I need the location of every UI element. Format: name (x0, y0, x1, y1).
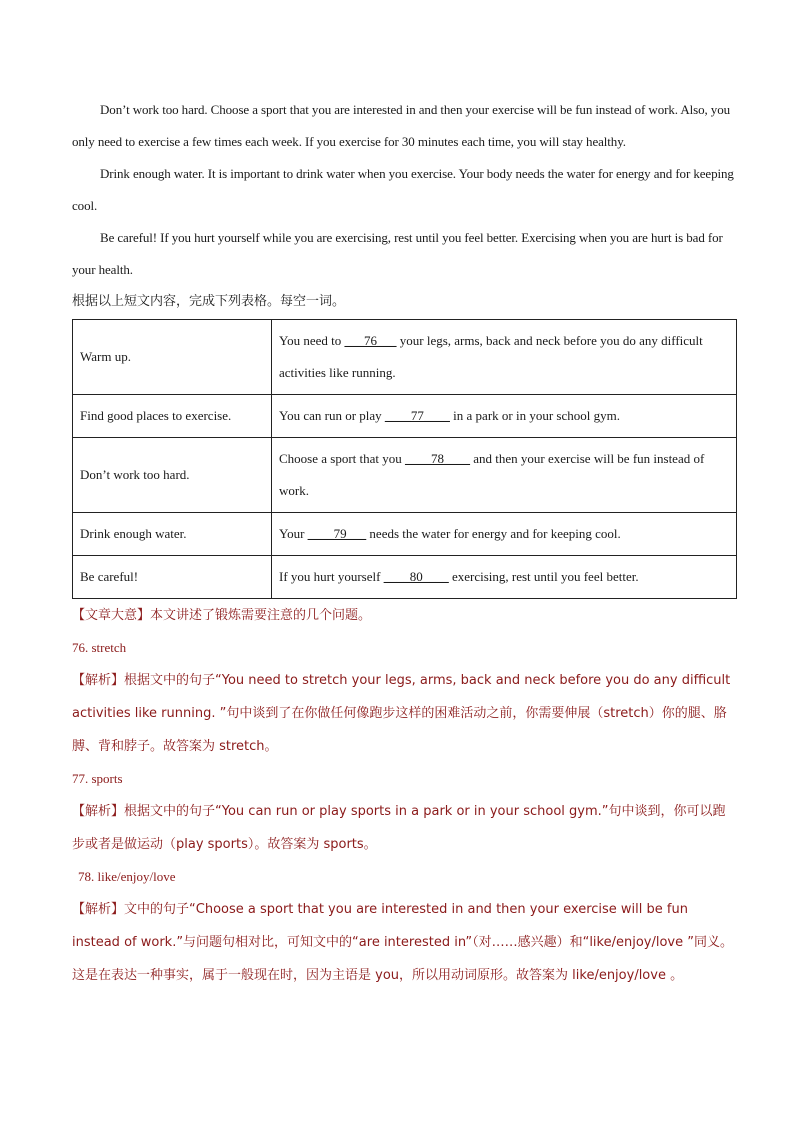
summary (72, 599, 736, 632)
cell-text: If you hurt yourself (279, 569, 384, 584)
explanation-78 (72, 893, 736, 992)
table-row (73, 513, 737, 556)
table-cell-left: Warm up. (73, 320, 272, 395)
table-cell-right (272, 320, 737, 395)
document-page (72, 94, 736, 992)
cell-text: exercising, rest until you feel better. (448, 569, 639, 584)
cell-text: You need to (279, 333, 345, 348)
table-row (73, 556, 737, 599)
table-cell-left: Be careful! (73, 556, 272, 599)
explanation-tag: 【解析】 (72, 804, 125, 819)
table-cell-left: Don’t work too hard. (73, 438, 272, 513)
table-cell-right (272, 438, 737, 513)
passage-paragraph: Don’t work too hard. Choose a sport that you are interested in and then your exercise will be fun instead of work. Also, you only need to exercise a few times each week. If you exercise for 30 minutes each time, you will stay healthy. (72, 102, 730, 149)
table-row (73, 438, 737, 513)
fill-blank: ____80____ (383, 569, 449, 584)
cell-text: You can run or play (279, 408, 385, 423)
explanation-76 (72, 664, 736, 763)
summary-text: 本文讲述了锻炼需要注意的几个问题。 (150, 608, 372, 623)
fill-blank: ____78____ (405, 451, 471, 466)
passage-paragraph: Be careful! If you hurt yourself while you are exercising, rest until you feel better. Exercising when you are hurt is bad for your health. (72, 230, 723, 277)
table-cell-left: Find good places to exercise. (73, 395, 272, 438)
answer-section (72, 599, 736, 992)
answer-table (72, 319, 737, 599)
table-row (73, 395, 737, 438)
cell-text: your legs, arms, back and neck before you do any difficult activities like running. (279, 333, 703, 380)
instruction: 根据以上短文内容，完成下列表格。每空一词。 (72, 294, 346, 309)
cell-text: in a park or in your school gym. (449, 408, 620, 423)
table-row (73, 320, 737, 395)
explanation-77 (72, 795, 736, 861)
table-cell-right (272, 395, 737, 438)
table-cell-left: Drink enough water. (73, 513, 272, 556)
passage-paragraph: Drink enough water. It is important to drink water when you exercise. Your body needs the water for energy and for keeping cool. (72, 166, 734, 213)
table-cell-right (272, 556, 737, 599)
answer-76-heading: 76. stretch (72, 640, 127, 655)
cell-text: needs the water for energy and for keeping cool. (366, 526, 621, 541)
fill-blank: ____77____ (384, 408, 450, 423)
summary-tag: 【文章大意】 (72, 608, 151, 623)
cell-text: Your (279, 526, 308, 541)
explanation-tag: 【解析】 (72, 673, 125, 688)
fill-blank: ___76___ (344, 333, 397, 348)
explanation-text: 文中的句子“Choose a sport that you are interested in and then your exercise will be fun instead of work.”与问题句相对比，可知文中的“are interested in”（对……感兴趣）和“like/enjoy/love ”同义。这是在表达一种事实，属于一般现在时，因为主语是 you，所以用动词原形。故答案为 like/enjoy/love 。 (72, 902, 733, 983)
cell-text: Choose a sport that you (279, 451, 406, 466)
explanation-text: 根据文中的句子“You can run or play sports in a park or in your school gym.”句中谈到，你可以跑步或者是做运动（play sports）。故答案为 sports。 (72, 804, 726, 852)
explanation-tag: 【解析】 (72, 902, 125, 917)
explanation-text: 根据文中的句子“You need to stretch your legs, arms, back and neck before you do any difficult activities like running. ”句中谈到了在你做任何像跑步这样的困难活动之前，你需要伸展（stretch）你的腿、胳膊、背和脖子。故答案为 stretch。 (72, 673, 731, 754)
fill-blank: ____79___ (307, 526, 367, 541)
cell-text: and then your exercise will be fun instead of work. (279, 451, 705, 498)
answer-77-heading: 77. sports (72, 771, 123, 786)
answer-78-heading: 78. like/enjoy/love (78, 869, 176, 884)
table-cell-right (272, 513, 737, 556)
